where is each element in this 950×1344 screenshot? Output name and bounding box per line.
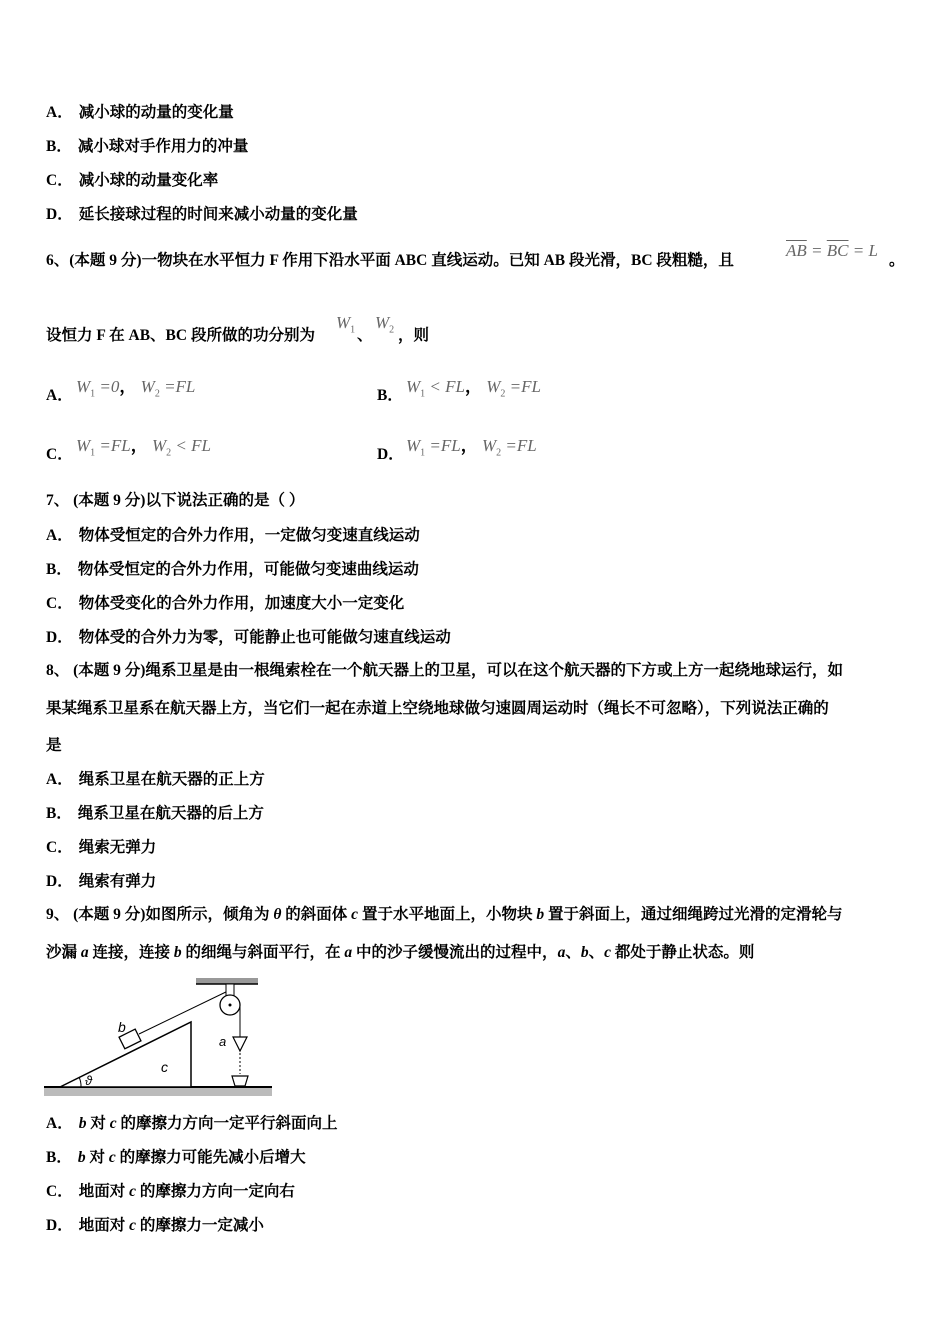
q9-option-a[interactable]: A． b 对 c 的摩擦力方向一定平行斜面向上 <box>46 1115 338 1132</box>
q9-stem-line2: 沙漏 a 连接，连接 b 的细绳与斜面平行，在 a 中的沙子缓慢流出的过程中，a、b、c 都处于静止状态。则 <box>46 944 755 961</box>
q9-incline-pulley-figure <box>44 975 274 1100</box>
sand-cup <box>232 1076 248 1086</box>
q9-stem-line1: 9、 (本题 9 分)如图所示，倾角为 θ 的斜面体 c 置于水平地面上，小物块 b 置于斜面上，通过细绳跨过光滑的定滑轮与 <box>46 906 843 923</box>
q9-option-b[interactable]: B． b 对 c 的摩擦力可能先减小后增大 <box>46 1149 306 1166</box>
label-theta: ϑ <box>85 1073 93 1088</box>
q7-option-b[interactable]: B． 物体受恒定的合外力作用，可能做匀变速曲线运动 <box>46 561 419 578</box>
q5-option-b[interactable]: B． 减小球对手作用力的冲量 <box>46 138 249 155</box>
q7-option-a[interactable]: A． 物体受恒定的合外力作用，一定做匀变速直线运动 <box>46 527 420 544</box>
q5-option-c[interactable]: C． 减小球的动量变化率 <box>46 172 219 189</box>
q8-option-d[interactable]: D． 绳索有弹力 <box>46 873 157 890</box>
q8-option-b[interactable]: B． 绳系卫星在航天器的后上方 <box>46 805 264 822</box>
q8-stem-line1: 8、 (本题 9 分)绳系卫星是由一根绳索栓在一个航天器上的卫星，可以在这个航天器的下方或上方一起绕地球运行，如 <box>46 662 843 679</box>
q6-option-a-formula: $W_1 =0$， $W_2 =FL$ <box>76 377 196 400</box>
ceiling-hatch <box>196 978 258 984</box>
q6-stem-period: 。 <box>889 252 905 269</box>
q8-option-c[interactable]: C． 绳索无弹力 <box>46 839 157 856</box>
q8-option-a[interactable]: A． 绳系卫星在航天器的正上方 <box>46 771 265 788</box>
q6-option-b[interactable]: B． <box>377 387 403 404</box>
label-b: b <box>118 1019 126 1035</box>
label-c: c <box>161 1059 168 1075</box>
pulley-axle <box>229 1004 232 1007</box>
q6-stem-line2: 设恒力 F 在 AB、BC 段所做的功分别为 <box>46 327 315 344</box>
q5-option-d[interactable]: D． 延长接球过程的时间来减小动量的变化量 <box>46 206 358 223</box>
q6-w1: $W_1$ <box>336 313 356 336</box>
ground-hatch <box>44 1087 272 1096</box>
q6-sep: 、 <box>357 327 373 344</box>
q8-stem-line2: 果某绳系卫星系在航天器上方，当它们一起在赤道上空绕地球做匀速圆周运动时（绳长不可忽略），下列说法正确的 <box>46 700 829 717</box>
q6-stem-line1: 6、(本题 9 分)一物块在水平恒力 F 作用下沿水平面 ABC 直线运动。已知 AB 段光滑，BC 段粗糙，且 <box>46 252 734 269</box>
q6-option-c-formula: $W_1 =FL$， $W_2$ < FL <box>76 436 211 459</box>
q5-option-a[interactable]: A． 减小球的动量的变化量 <box>46 104 234 121</box>
q6-option-a[interactable]: A． <box>46 387 73 404</box>
q6-formula-ab-bc-l: $\overline{AB} = \overline{BC} = L$ <box>786 241 878 260</box>
q6-option-d[interactable]: D． <box>377 446 404 463</box>
hourglass-a <box>233 1037 247 1051</box>
q6-option-b-formula: $W_1$ < FL， $W_2 =FL$ <box>406 377 541 400</box>
q9-option-c[interactable]: C． 地面对 c 的摩擦力方向一定向右 <box>46 1183 295 1200</box>
q7-option-c[interactable]: C． 物体受变化的合外力作用，加速度大小一定变化 <box>46 595 405 612</box>
q7-stem: 7、 (本题 9 分)以下说法正确的是（ ） <box>46 492 305 509</box>
q6-w2: $W_2$ <box>375 313 395 336</box>
q9-option-d[interactable]: D． 地面对 c 的摩擦力一定减小 <box>46 1217 264 1234</box>
q6-stem-end: ，则 <box>398 327 430 344</box>
q6-option-d-formula: $W_1 =FL$， $W_2 =FL$ <box>406 436 537 459</box>
q8-stem-line3: 是 <box>46 737 62 754</box>
q6-option-c[interactable]: C． <box>46 446 73 463</box>
label-a: a <box>219 1034 227 1049</box>
q7-option-d[interactable]: D． 物体受的合外力为零，可能静止也可能做匀速直线运动 <box>46 629 451 646</box>
